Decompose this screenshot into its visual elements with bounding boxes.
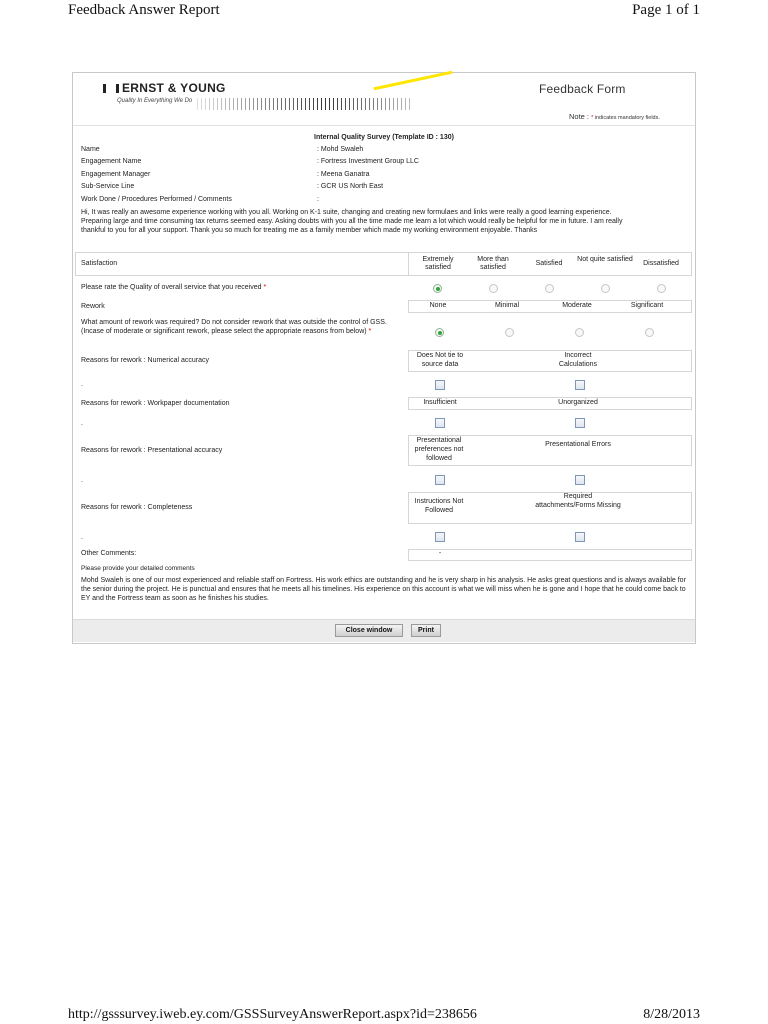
satisfaction-radio-not-quite-satisfied[interactable] — [601, 284, 610, 293]
footer-date: 8/28/2013 — [643, 1007, 700, 1022]
work-comments: Hi, It was really an awesome experience working with you all. Working on K-1 suite, changing and creating new formulaes and links were really a good learning experience. Preparing large and time consuming tax returns seemed easy. Asking doubts with you all the time made me learn a lot which would really be helpful for me in future. I am really thankful to you for all your support. Thank you so much for treating me as a family member which made my working environment enjoyable. Thanks — [81, 209, 623, 234]
field-label: Sub-Service Line — [81, 183, 135, 190]
reason-label: Reasons for rework : Completeness — [81, 504, 193, 511]
form-title: Feedback Form — [539, 82, 626, 96]
reason-label: Reasons for rework : Workpaper documentation — [81, 400, 230, 407]
checkbox-unorganized[interactable] — [575, 418, 585, 428]
other-comments-value: - — [438, 550, 442, 557]
report-title: Feedback Answer Report — [68, 2, 220, 18]
footer-url: http://gsssurvey.iweb.ey.com/GSSSurveyAnswerReport.aspx?id=238656 — [68, 1007, 477, 1022]
checkbox-incorrect-calculations[interactable] — [575, 380, 585, 390]
checkbox-insufficient[interactable] — [435, 418, 445, 428]
checkbox-required-attachments[interactable] — [575, 532, 585, 542]
satisfaction-radio-extremely-satisfied[interactable] — [433, 284, 442, 293]
rework-radio-none[interactable] — [435, 328, 444, 337]
yellow-swoosh-icon — [374, 71, 453, 91]
field-value: : GCR US North East — [317, 183, 384, 190]
satisfaction-option: Not quite satisfied — [577, 256, 633, 263]
rework-label: Rework — [81, 303, 105, 310]
required-star: * — [263, 284, 267, 291]
rework-radio-minimal[interactable] — [505, 328, 514, 337]
satisfaction-option: Satisfied — [535, 260, 563, 267]
dot-label: . — [81, 381, 83, 388]
detailed-comments-label: Please provide your detailed comments — [81, 565, 195, 572]
satisfaction-radio-more-than-satisfied[interactable] — [489, 284, 498, 293]
question-text: What amount of rework was required? Do not consider rework that was outside the control of GSS. (Incase of moderate or significant rework, please select the appropriate reasons from below) — [81, 319, 387, 335]
satisfaction-option: Dissatisfied — [643, 260, 679, 267]
page-number: Page 1 of 1 — [632, 2, 700, 18]
rework-option: Significant — [630, 302, 664, 309]
other-comments-label: Other Comments: — [81, 550, 137, 557]
reason-option: Presentational preferences not followed — [414, 437, 464, 462]
field-label: Engagement Name — [81, 158, 142, 165]
note-prefix: Note : — [569, 112, 592, 121]
field-value: : Fortress Investment Group LLC — [317, 158, 419, 165]
reason-option: Required attachments/Forms Missing — [535, 493, 621, 509]
field-value: : Mohd Swaleh — [317, 146, 364, 153]
field-label: Engagement Manager — [81, 171, 151, 178]
ey-logo — [103, 81, 226, 95]
satisfaction-option: Extremely satisfied — [422, 256, 454, 271]
mandatory-note — [569, 112, 660, 121]
close-window-button[interactable]: Close window — [335, 624, 403, 637]
checkbox-instructions-not-followed[interactable] — [435, 532, 445, 542]
tagline: Quality In Everything We Do — [117, 98, 193, 104]
rework-radio-moderate[interactable] — [575, 328, 584, 337]
required-star: * — [368, 328, 372, 335]
dot-label: . — [81, 534, 83, 541]
stripes-decoration — [197, 98, 413, 110]
reason-option: Insufficient — [423, 399, 457, 406]
print-button[interactable]: Print — [411, 624, 441, 637]
satisfaction-radio-satisfied[interactable] — [545, 284, 554, 293]
satisfaction-radio-dissatisfied[interactable] — [657, 284, 666, 293]
reason-label: Reasons for rework : Numerical accuracy — [81, 357, 209, 364]
checkbox-does-not-tie[interactable] — [435, 380, 445, 390]
rework-radio-significant[interactable] — [645, 328, 654, 337]
reason-option: Presentational Errors — [545, 441, 611, 448]
reason-option: Unorganized — [558, 399, 598, 406]
rework-question — [81, 318, 401, 336]
detailed-comments-text: Mohd Swaleh is one of our most experienced and reliable staff on Fortress. His work ethics are outstanding and he is very sharp in his analysis. He asks great questions and is always available for the senior during the project. He is punctual and ensures that he meets all his timelines. His experience on this account is what we will miss when he is gone and I hope that he could come back to EY and the Fortress team as soon as he finishes his studies. — [81, 577, 686, 602]
field-value: : — [317, 196, 319, 203]
field-label: Name — [81, 146, 100, 153]
logo-text: ERNST & YOUNG — [122, 81, 226, 95]
checkbox-presentational-errors[interactable] — [575, 475, 585, 485]
field-value: : Meena Ganatra — [317, 171, 370, 178]
checkbox-presentational-preferences[interactable] — [435, 475, 445, 485]
note-star: * — [591, 115, 594, 121]
field-label: Work Done / Procedures Performed / Comments — [81, 196, 232, 203]
reason-option: Does Not tie to source data — [416, 352, 464, 368]
reason-option: Instructions Not Followed — [414, 498, 464, 514]
question-text: Please rate the Quality of overall service that you received — [81, 284, 262, 291]
button-bar — [73, 619, 695, 642]
satisfaction-question — [81, 283, 266, 292]
dot-label: . — [81, 420, 83, 427]
satisfaction-option: More than satisfied — [477, 256, 509, 271]
survey-title: Internal Quality Survey (Template ID : 130) — [314, 134, 454, 141]
rework-option: None — [429, 302, 447, 309]
dot-label: . — [81, 477, 83, 484]
feedback-form-frame — [72, 72, 696, 644]
reason-label: Reasons for rework : Presentational accuracy — [81, 447, 223, 454]
note-text: indicates mandatory fields. — [593, 115, 660, 121]
rework-option: Moderate — [562, 302, 592, 309]
satisfaction-label: Satisfaction — [81, 260, 118, 267]
reason-option: Incorrect Calculations — [558, 352, 598, 368]
rework-option: Minimal — [494, 302, 520, 309]
ey-logo-mark-icon — [103, 84, 119, 93]
